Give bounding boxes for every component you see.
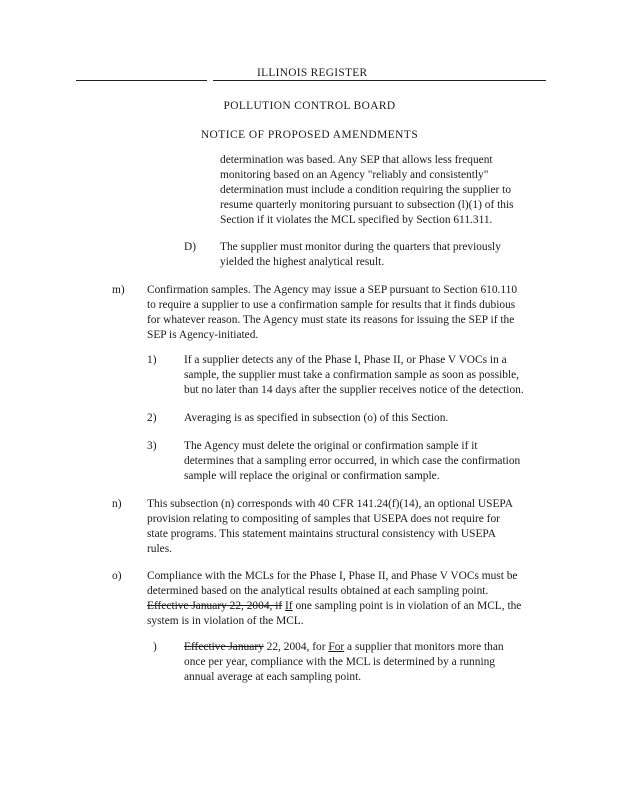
notice-title: NOTICE OF PROPOSED AMENDMENTS: [200, 129, 419, 141]
item-label-3: 3): [147, 440, 157, 452]
text-run: 22, 2004, for: [263, 641, 329, 653]
paragraph-line: system is in violation of the MCL.: [147, 615, 304, 627]
paragraph-line: once per year, compliance with the MCL is determined by a running: [184, 656, 496, 668]
struck-text: Effective January 22, 2004, if: [147, 600, 283, 612]
register-title: ILLINOIS REGISTER: [257, 67, 368, 79]
paragraph-line: Averaging is as specified in subsection (o) of this Section.: [184, 412, 449, 424]
section-label-o: o): [112, 570, 122, 582]
paragraph-line-amended: [184, 640, 504, 655]
paragraph-line-amended: [147, 599, 521, 614]
header-rule-left: [76, 80, 207, 81]
paragraph-line: yielded the highest analytical result.: [220, 256, 385, 268]
paragraph-line: The supplier must monitor during the quarters that previously: [220, 241, 501, 253]
item-o-sub-text: [184, 640, 504, 685]
paragraph-line: determines that a sampling error occurred, in which case the confirmation: [184, 455, 521, 467]
paragraph-line: resume quarterly monitoring pursuant to subsection (l)(1) of this: [220, 199, 514, 211]
section-label-n: n): [112, 498, 122, 510]
paragraph-line: SEP is Agency-initiated.: [147, 329, 259, 341]
inserted-text: For: [328, 641, 345, 653]
item-1-text: [184, 353, 524, 398]
item-label-d: D): [184, 241, 197, 253]
paragraph-line: determination was based. Any SEP that allows less frequent: [220, 154, 493, 166]
item-label-1: 1): [147, 354, 157, 366]
text-run: a supplier that monitors more than: [344, 641, 504, 653]
paragraph-line: but no later than 14 days after the supplier receives notice of the detection.: [184, 384, 524, 396]
item-label-2: 2): [147, 412, 157, 424]
paragraph-line: sample will replace the original or confirmation sample.: [184, 470, 440, 482]
inserted-text: If: [285, 600, 293, 612]
paragraph-line: monitoring based on an Agency "reliably and consistently": [220, 169, 489, 181]
paragraph-line: Confirmation samples. The Agency may issue a SEP pursuant to Section 610.110: [147, 284, 518, 296]
paragraph-line: Compliance with the MCLs for the Phase I, Phase II, and Phase V VOCs must be: [147, 570, 518, 582]
struck-text: Effective January: [184, 641, 264, 653]
paragraph-line: rules.: [147, 543, 172, 555]
item-d-text: [220, 240, 501, 270]
paragraph-line: provision relating to compositing of samples that USEPA does not require for: [147, 513, 500, 525]
paragraph-line: determined based on the analytical results obtained at each sampling point.: [147, 585, 489, 597]
paragraph-line: annual average at each sampling point.: [184, 671, 362, 683]
text-run: one sampling point is in violation of an MCL, the: [292, 600, 522, 612]
section-label-m: m): [112, 284, 125, 296]
board-title: POLLUTION CONTROL BOARD: [223, 100, 396, 112]
paragraph-line: sample, the supplier must take a confirmation sample as soon as possible,: [184, 369, 520, 381]
paragraph-line: state programs. This statement maintains structural consistency with USEPA: [147, 528, 496, 540]
continuation-paragraph: [220, 153, 514, 228]
paragraph-line: determination must include a condition requiring the supplier to: [220, 184, 512, 196]
paragraph-line: to require a supplier to use a confirmation sample for results that it finds dubious: [147, 299, 516, 311]
paragraph-line: for whatever reason. The Agency must state its reasons for issuing the SEP if the: [147, 314, 515, 326]
paragraph-line: The Agency must delete the original or confirmation sample if it: [184, 440, 478, 452]
paragraph-line: Section if it violates the MCL specified by Section 611.311.: [220, 214, 493, 226]
item-label-o-sub: ): [153, 641, 157, 653]
item-3-text: [184, 439, 520, 484]
section-n-text: [147, 497, 513, 557]
item-2-text: [184, 411, 448, 426]
section-o-text: [147, 569, 521, 629]
section-m-text: [147, 283, 517, 343]
paragraph-line: This subsection (n) corresponds with 40 CFR 141.24(f)(14), an optional USEPA: [147, 498, 513, 510]
paragraph-line: If a supplier detects any of the Phase I, Phase II, or Phase V VOCs in a: [184, 354, 507, 366]
